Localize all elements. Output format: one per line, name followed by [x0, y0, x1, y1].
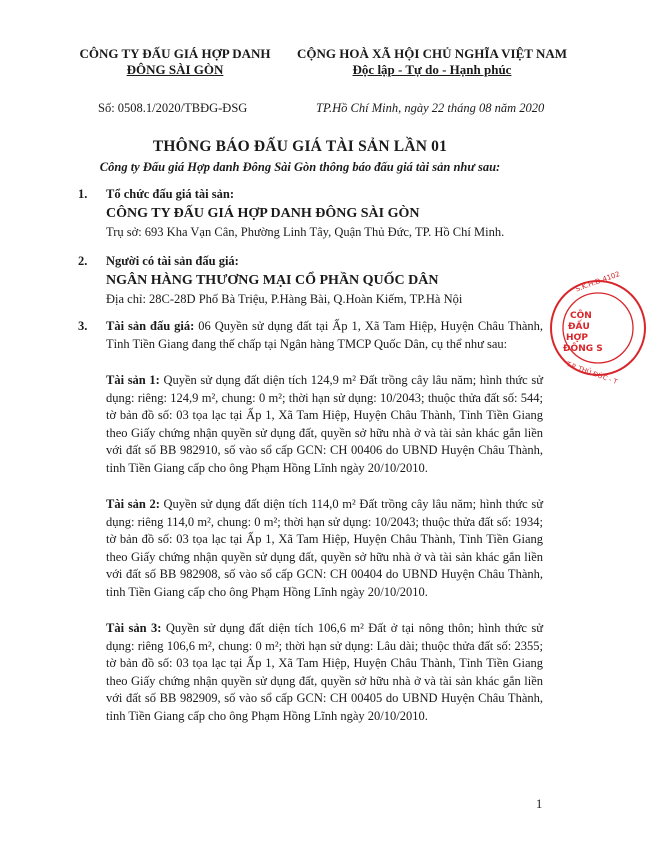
- section-number: 1.: [78, 187, 88, 201]
- section-number: 3.: [78, 319, 88, 333]
- asset-item: [106, 496, 543, 602]
- asset-item: [106, 620, 543, 726]
- organization-header: [70, 46, 280, 78]
- document-number: Số: 0508.1/2020/TBĐG-ĐSG: [98, 101, 248, 115]
- svg-text:CÔN: CÔN: [570, 311, 592, 321]
- org-name-line2: ĐÔNG SÀI GÒN: [126, 62, 224, 77]
- section-asset-owner: [78, 253, 543, 309]
- svg-text:ĐẤU: ĐẤU: [568, 322, 590, 332]
- owner-name: NGÂN HÀNG THƯƠNG MẠI CỔ PHẦN QUỐC DÂN: [106, 272, 439, 288]
- svg-text:ĐÔNG S: ĐÔNG S: [563, 344, 603, 354]
- asset-description: Quyền sử dụng đất diện tích 124,9 m² Đất trồng cây lâu năm; hình thức sử dụng: riêng: 124,9 m², chung: 0 m²; thời hạn sử dụng: 10/2043; thuộc thửa đất số: 544; tờ bản đồ số: 03 tọa lạc tại Ấp 1, Xã Tam Hiệp, Huyện Châu Thành, Tỉnh Tiền Giang theo Giấy chứng nhận quyền sử dụng đất, quyền sở hữu nhà ở và tài sản khác gắn liền với đất số BB 982910, số vào sổ cấp GCN: CH 00406 do UBND Huyện Châu Thành, tỉnh Tiền Giang cấp cho ông Phạm Hồng Lĩnh ngày 20/10/2010.: [106, 373, 543, 475]
- section-auction-assets: [78, 318, 543, 353]
- company-seal-stamp: [548, 270, 648, 386]
- asset-label: Tài sản 1:: [106, 373, 160, 387]
- asset-description: Quyền sử dụng đất diện tích 106,6 m² Đất ở tại nông thôn; hình thức sử dụng: riêng 106,6 m², chung: 0 m²; thời hạn sử dụng: Lâu dài; thuộc thửa đất số: 2355; tờ bản đồ số: 03 tọa lạc tại Ấp 1, Xã Tam Hiệp, Huyện Châu Thành, Tỉnh Tiền Giang theo Giấy chứng nhận quyền sử dụng đất, quyền sở hữu nhà ở và tài sản khác gắn liền với đất số BB 982909, số vào sổ cấp GCN: CH 00405 do UBND Huyện Châu Thành, tỉnh Tiền Giang cấp cho ông Phạm Hồng Lĩnh ngày 20/10/2010.: [106, 621, 543, 723]
- organizer-address: Trụ sở: 693 Kha Vạn Cân, Phường Linh Tây, Quận Thủ Đức, TP. Hồ Chí Minh.: [106, 225, 505, 239]
- owner-address: Địa chỉ: 28C-28D Phố Bà Triệu, P.Hàng Bài, Q.Hoàn Kiếm, TP.Hà Nội: [106, 292, 463, 306]
- section-auction-organizer: [78, 186, 543, 242]
- asset-label: Tài sản 2:: [106, 497, 160, 511]
- national-header: [282, 46, 582, 78]
- nation-title: CỘNG HOÀ XÃ HỘI CHỦ NGHĨA VIỆT NAM: [296, 46, 568, 61]
- section-heading: Tài sản đấu giá:: [106, 319, 195, 333]
- asset-item: [106, 372, 543, 478]
- asset-description: Quyền sử dụng đất diện tích 114,0 m² Đất trồng cây lâu năm; hình thức sử dụng: riêng 114,0 m², chung: 0 m²; thời hạn sử dụng: 10/2043; thuộc thửa đất số: 1934; tờ bản đồ số: 03 tọa lạc tại Ấp 1, Xã Tam Hiệp, Huyện Châu Thành, Tỉnh Tiền Giang theo Giấy chứng nhận quyền sử dụng đất, quyền sở hữu nhà ở và tài sản khác gắn liền với đất số BB 982908, số vào sổ cấp GCN: CH 00404 do UBND Huyện Châu Thành, tỉnh Tiền Giang cấp cho ông Phạm Hồng Lĩnh ngày 20/10/2010.: [106, 497, 543, 599]
- national-motto: Độc lập - Tự do - Hạnh phúc: [352, 62, 512, 77]
- asset-label: Tài sản 3:: [106, 621, 162, 635]
- svg-text:T.P. THỦ ĐỨC - T: T.P. THỦ ĐỨC - T: [565, 360, 619, 386]
- assets-intro-text: 06 Quyền sử dụng đất tại Ấp 1, Xã Tam Hiệp, Huyện Châu Thành, Tỉnh Tiền Giang đang thế chấp tại Ngân hàng TMCP Quốc Dân, cụ thể như sau:: [106, 319, 544, 351]
- document-date: TP.Hồ Chí Minh, ngày 22 tháng 08 năm 2020: [316, 101, 545, 115]
- page-number: 1: [536, 797, 543, 811]
- organizer-name: CÔNG TY ĐẤU GIÁ HỢP DANH ĐÔNG SÀI GÒN: [106, 205, 420, 221]
- org-name-line1: CÔNG TY ĐẤU GIÁ HỢP DANH: [79, 46, 271, 61]
- section-heading: Tổ chức đấu giá tài sản:: [106, 187, 235, 201]
- document-subtitle: Công ty Đấu giá Hợp danh Đông Sài Gòn thông báo đấu giá tài sản như sau:: [99, 160, 501, 174]
- section-heading: Người có tài sản đấu giá:: [106, 254, 239, 268]
- svg-text:S.K.H.Đ-4102: S.K.H.Đ-4102: [574, 270, 621, 294]
- document-title: THÔNG BÁO ĐẤU GIÁ TÀI SẢN LẦN 01: [152, 138, 448, 155]
- svg-text:HỢP: HỢP: [566, 333, 588, 343]
- assets-intro: [106, 318, 543, 353]
- section-number: 2.: [78, 254, 88, 268]
